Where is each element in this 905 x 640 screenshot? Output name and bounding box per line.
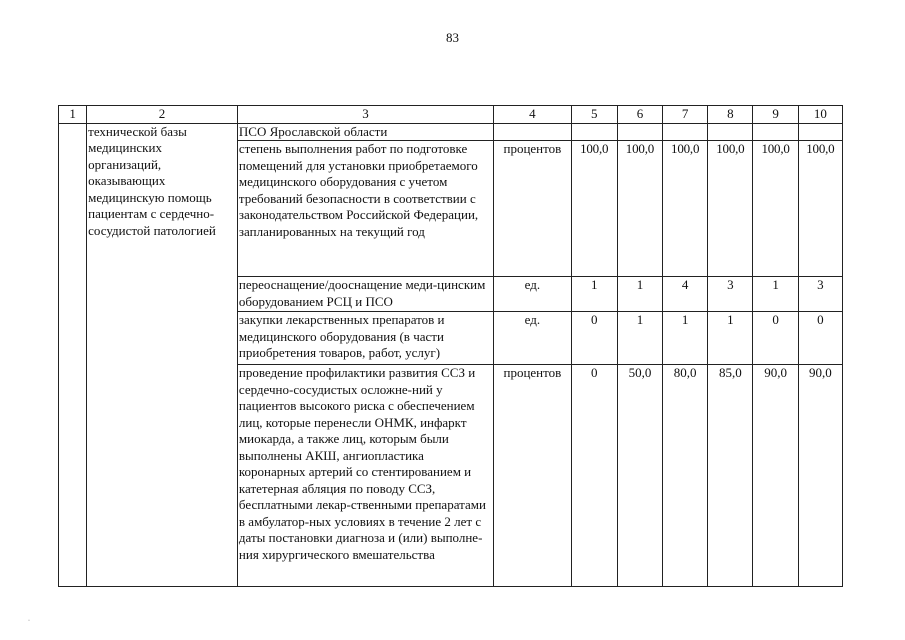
header-row bbox=[59, 106, 843, 124]
value-cell: 80,0 bbox=[663, 365, 708, 587]
indicator-cell: степень выполнения работ по подготовке помещений для установки приобретаемого медицинского оборудования с учетом требований безопасности в соответствии с законодательством Российской Федерации, запланированных на текущий год bbox=[237, 141, 493, 277]
value-cell bbox=[663, 123, 708, 141]
indicator-cell: закупки лекарственных препаратов и медицинского оборудования (в части приобретения товаров, работ, услуг) bbox=[237, 312, 493, 365]
value-cell: 0 bbox=[798, 312, 842, 365]
value-cell bbox=[798, 123, 842, 141]
unit-cell: ед. bbox=[494, 277, 571, 312]
page-number: 83 bbox=[446, 30, 459, 45]
unit-cell: ед. bbox=[494, 312, 571, 365]
value-cell: 3 bbox=[798, 277, 842, 312]
value-cell: 1 bbox=[753, 277, 798, 312]
value-cell: 0 bbox=[753, 312, 798, 365]
value-cell: 100,0 bbox=[617, 141, 662, 277]
indicator-cell: ПСО Ярославской области bbox=[237, 123, 493, 141]
value-cell: 3 bbox=[708, 277, 753, 312]
value-cell: 1 bbox=[571, 277, 617, 312]
table-row bbox=[59, 123, 843, 141]
value-cell bbox=[571, 123, 617, 141]
header-cell: 4 bbox=[494, 106, 571, 124]
header-cell: 6 bbox=[617, 106, 662, 124]
value-cell: 1 bbox=[617, 312, 662, 365]
value-cell: 1 bbox=[708, 312, 753, 365]
unit-cell bbox=[494, 123, 571, 141]
value-cell: 100,0 bbox=[663, 141, 708, 277]
value-cell: 50,0 bbox=[617, 365, 662, 587]
header-cell: 3 bbox=[237, 106, 493, 124]
indicator-table bbox=[58, 105, 843, 587]
value-cell: 1 bbox=[617, 277, 662, 312]
value-cell: 90,0 bbox=[753, 365, 798, 587]
value-cell: 90,0 bbox=[798, 365, 842, 587]
value-cell: 100,0 bbox=[753, 141, 798, 277]
value-cell: 0 bbox=[571, 365, 617, 587]
value-cell: 4 bbox=[663, 277, 708, 312]
col1-cell bbox=[59, 123, 87, 587]
scan-speck: · bbox=[28, 618, 30, 624]
value-cell bbox=[708, 123, 753, 141]
header-cell: 5 bbox=[571, 106, 617, 124]
header-cell: 8 bbox=[708, 106, 753, 124]
indicator-cell: переоснащение/дооснащение меди-цинским оборудованием РСЦ и ПСО bbox=[237, 277, 493, 312]
unit-cell: процентов bbox=[494, 365, 571, 587]
value-cell: 0 bbox=[571, 312, 617, 365]
value-cell: 85,0 bbox=[708, 365, 753, 587]
col2-cell: технической базы медицинских организаций, оказывающих медицинскую помощь пациентам с сердечно-сосудистой патологией bbox=[87, 123, 238, 587]
header-cell: 9 bbox=[753, 106, 798, 124]
value-cell: 100,0 bbox=[798, 141, 842, 277]
header-cell: 7 bbox=[663, 106, 708, 124]
header-cell: 10 bbox=[798, 106, 842, 124]
indicator-cell: проведение профилактики развития ССЗ и сердечно-сосудистых осложне-ний у пациентов высокого риска с обеспечением лиц, которые перенесли ОНМК, инфаркт миокарда, а также лиц, которым были выполнены АКШ, ангиопластика коронарных артерий со стентированием и катетерная абляция по поводу ССЗ, бесплатными лекар-ственными препаратами в амбулатор-ных условиях в течение 2 лет с даты постановки диагноза и (или) выполне-ния хирургического вмешательства bbox=[237, 365, 493, 587]
value-cell: 1 bbox=[663, 312, 708, 365]
header-cell: 1 bbox=[59, 106, 87, 124]
value-cell bbox=[617, 123, 662, 141]
unit-cell: процентов bbox=[494, 141, 571, 277]
value-cell bbox=[753, 123, 798, 141]
value-cell: 100,0 bbox=[571, 141, 617, 277]
header-cell: 2 bbox=[87, 106, 238, 124]
value-cell: 100,0 bbox=[708, 141, 753, 277]
